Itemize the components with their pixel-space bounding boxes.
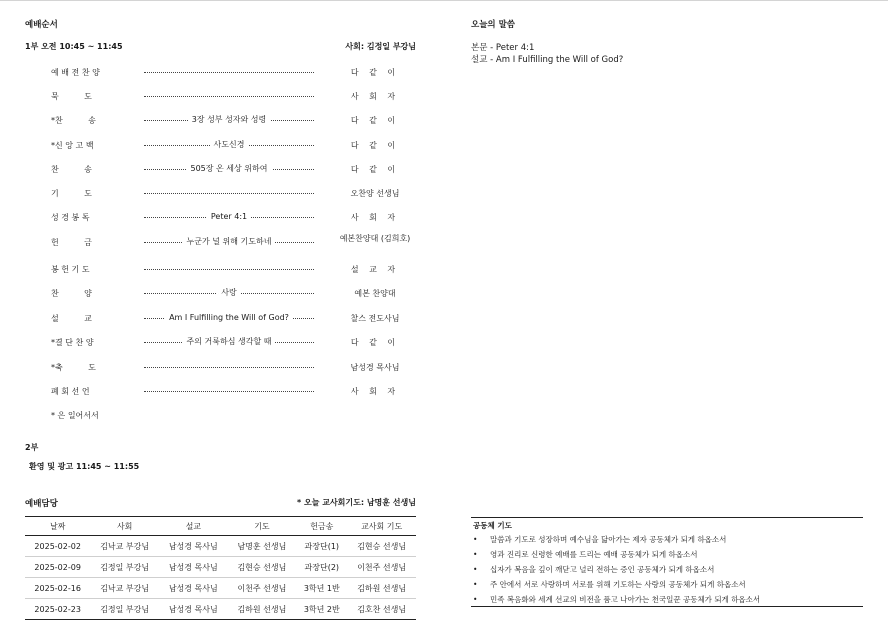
staff-table-header [25, 517, 416, 536]
table-cell: 남성경 목사님 [159, 578, 228, 599]
table-cell: 남성경 목사님 [159, 557, 228, 578]
table-cell: 김현승 선생님 [228, 557, 297, 578]
service-item [0, 188, 420, 204]
part1-time: 1부 오전 10:45 ~ 11:45 [25, 42, 123, 51]
service-item-content-wrap [144, 287, 314, 299]
table-row [25, 536, 416, 557]
service-item [0, 115, 420, 131]
service-item-content: 주의 거룩하심 생각할 때 [183, 337, 276, 346]
service-item-person: 다 같 이 [350, 165, 400, 174]
service-item-person: 남성경 목사님 [350, 363, 400, 372]
table-cell: 김현승 선생님 [347, 536, 416, 557]
column-header: 사회 [90, 517, 159, 536]
service-item-person: 다 같 이 [350, 141, 400, 150]
service-item-person: 설 교 자 [350, 265, 400, 274]
table-row [25, 557, 416, 578]
presider: 사회: 김정일 부강님 [345, 42, 416, 51]
service-item-person: 오찬양 선생님 [350, 189, 400, 198]
service-item-name: *축 도 [51, 363, 96, 372]
service-item-person: 사 회 자 [350, 92, 400, 101]
table-row [25, 578, 416, 599]
leader-dots [144, 269, 314, 270]
service-item-name: 헌 금 [51, 238, 92, 247]
service-item-person: 찰스 전도사님 [350, 314, 400, 323]
service-item-name: *찬 송 [51, 116, 96, 125]
column-header: 기도 [228, 517, 297, 536]
leader-dots [144, 391, 314, 392]
service-item-content: 3장 성부 성자와 성령 [188, 115, 271, 124]
staff-title: 예배담당 [25, 499, 58, 509]
service-item-content: 505장 온 세상 위하여 [187, 164, 272, 173]
service-item-content-wrap [144, 211, 314, 223]
scripture: 본문 - Peter 4:1 [471, 43, 535, 53]
standing-note: * 은 일어서서 [51, 411, 99, 420]
service-item-person: 사 회 자 [350, 213, 400, 222]
word-title: 오늘의 말씀 [471, 20, 516, 30]
service-item-person: 사 회 자 [350, 387, 400, 396]
table-cell: 김낙교 부강님 [90, 578, 159, 599]
service-item [0, 164, 420, 180]
part2-item: 환영 및 광고 11:45 ~ 11:55 [29, 462, 140, 471]
table-cell: 2025-02-16 [25, 578, 90, 599]
service-item [0, 288, 420, 304]
service-item-content: 사랑 [217, 288, 240, 297]
table-cell: 김정일 부강님 [90, 557, 159, 578]
service-item-content-wrap [144, 336, 314, 348]
table-row [25, 599, 416, 620]
service-item [0, 234, 420, 253]
service-item-content: Am I Fulfilling the Will of God? [165, 313, 293, 322]
table-cell: 남성경 목사님 [159, 536, 228, 557]
community-title: 공동체 기도 [473, 521, 512, 530]
service-item [0, 67, 420, 83]
column-header: 헌금송 [296, 517, 347, 536]
table-cell: 남성경 목사님 [159, 599, 228, 620]
column-header: 설교 [159, 517, 228, 536]
column-header: 날짜 [25, 517, 90, 536]
table-cell: 이천주 선생님 [347, 557, 416, 578]
leader-dots [144, 96, 314, 97]
service-item-name: 묵 도 [51, 92, 92, 101]
service-item-name: 폐 회 선 언 [51, 387, 90, 396]
service-item-name: 찬 송 [51, 165, 92, 174]
sermon-title: 설교 - Am I Fulfilling the Will of God? [471, 55, 624, 65]
service-item-person: 다 같 이 [350, 116, 400, 125]
service-item-content: 사도신경 [210, 140, 249, 149]
list-item: • 영과 진리로 신령한 예배를 드리는 예배 공동체가 되게 하옵소서 [471, 547, 760, 562]
service-item-name: 예 배 전 찬 양 [51, 68, 100, 77]
table-cell: 2025-02-23 [25, 599, 90, 620]
staff-table [25, 516, 416, 620]
table-cell: 김하원 선생님 [228, 599, 297, 620]
table-cell: 남명훈 선생님 [228, 536, 297, 557]
leader-dots [144, 193, 314, 194]
service-item-content-wrap [144, 163, 314, 175]
service-item-name: *신 앙 고 백 [51, 141, 94, 150]
service-item-content-wrap [144, 236, 314, 248]
service-item-person: 예본 찬양대 [354, 289, 396, 298]
table-cell: 과장단(2) [296, 557, 347, 578]
service-item [0, 140, 420, 156]
table-cell: 김호찬 선생님 [347, 599, 416, 620]
service-item [0, 313, 420, 329]
service-item-name: 봉 헌 기 도 [51, 265, 90, 274]
list-item: • 십자가 복음을 깊이 깨닫고 널리 전하는 증인 공동체가 되게 하옵소서 [471, 562, 760, 577]
service-item-name: 찬 양 [51, 289, 92, 298]
community-bottom-rule [471, 606, 863, 607]
service-item-name: 설 교 [51, 314, 92, 323]
service-item-name: 성 경 봉 독 [51, 213, 90, 222]
service-item-person: 예본찬양대 (김희호) [339, 234, 411, 243]
service-item-content-wrap [144, 114, 314, 126]
service-item [0, 362, 420, 378]
service-item-person: 다 같 이 [350, 68, 400, 77]
list-item: • 말씀과 기도로 성장하며 예수님을 닮아가는 제자 공동체가 되게 하옵소서 [471, 532, 760, 547]
service-item-name: *결 단 찬 양 [51, 338, 94, 347]
leader-dots [144, 72, 314, 73]
list-item: • 주 안에서 서로 사랑하며 서로를 위해 기도하는 사랑의 공동체가 되게 하옵소서 [471, 577, 760, 592]
service-item-person: 다 같 이 [350, 338, 400, 347]
service-item-content-wrap [144, 312, 314, 324]
table-cell: 2025-02-09 [25, 557, 90, 578]
service-item [0, 212, 420, 228]
table-cell: 김하원 선생님 [347, 578, 416, 599]
service-item-content: 누군가 널 위해 기도하네 [183, 237, 276, 246]
column-header: 교사회 기도 [347, 517, 416, 536]
table-cell: 3학년 1반 [296, 578, 347, 599]
table-cell: 3학년 2반 [296, 599, 347, 620]
service-item-content-wrap [144, 139, 314, 151]
service-item-content: Peter 4:1 [207, 212, 251, 221]
table-cell: 과장단(1) [296, 536, 347, 557]
table-cell: 김정일 부강님 [90, 599, 159, 620]
service-item [0, 264, 420, 280]
table-cell: 2025-02-02 [25, 536, 90, 557]
service-item-name: 기 도 [51, 189, 92, 198]
service-title: 예배순서 [25, 20, 58, 30]
teacher-prayer: * 오늘 교사회기도: 남명훈 선생님 [297, 498, 416, 507]
service-item [0, 337, 420, 353]
service-item [0, 91, 420, 107]
table-cell: 이천주 선생님 [228, 578, 297, 599]
table-cell: 김낙교 부강님 [90, 536, 159, 557]
community-top-rule [471, 517, 863, 518]
service-item [0, 386, 420, 402]
part2-label: 2부 [25, 443, 39, 452]
list-item: • 민족 복음화와 세계 선교의 비전을 품고 나아가는 천국일꾼 공동체가 되게 하옵소서 [471, 592, 760, 607]
community-list [471, 532, 760, 607]
leader-dots [144, 367, 314, 368]
top-border [0, 0, 888, 1]
